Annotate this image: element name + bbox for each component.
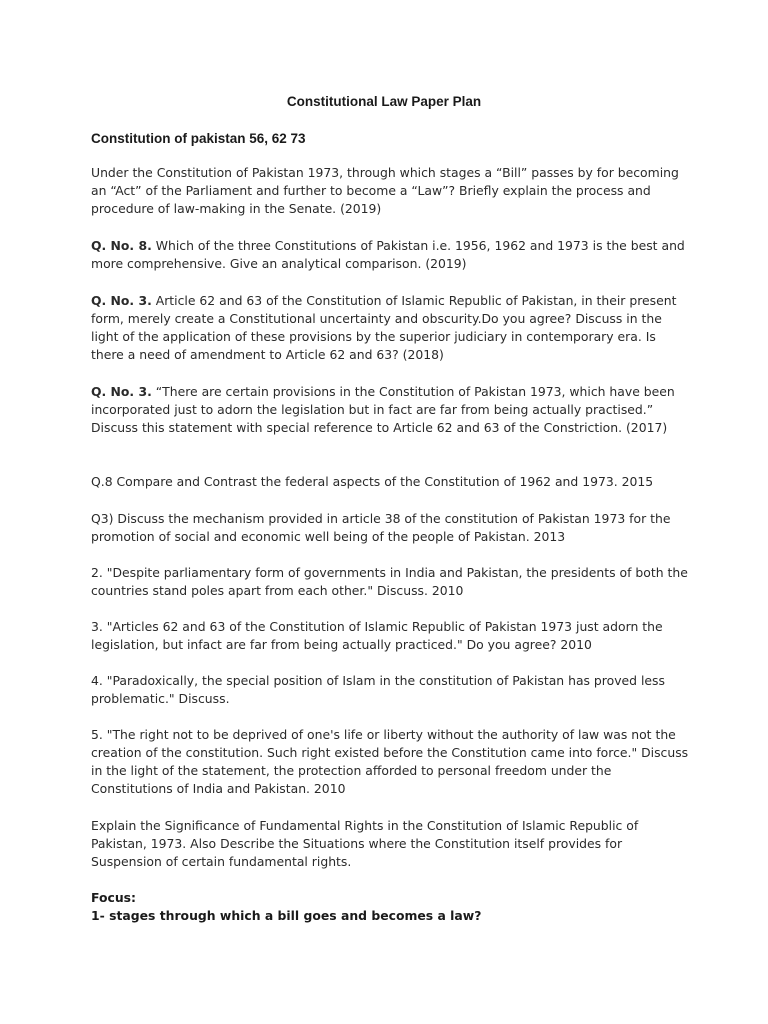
question-paragraph xyxy=(91,672,691,708)
question-text: 4. "Paradoxically, the special position of Islam in the constitution of Pakistan has proved less problematic." Discuss. xyxy=(91,673,665,706)
question-paragraph xyxy=(91,510,691,546)
document-title: Constitutional Law Paper Plan xyxy=(286,94,482,109)
question-paragraph xyxy=(91,618,691,654)
question-label: Q. No. 3. xyxy=(91,293,152,308)
question-label: Q. No. 8. xyxy=(91,238,152,253)
question-text: 2. "Despite parliamentary form of governments in India and Pakistan, the presidents of both the countries stand poles apart from each other." Discuss. 2010 xyxy=(91,565,688,598)
question-text: Article 62 and 63 of the Constitution of Islamic Republic of Pakistan, in their present form, merely create a Constitutional uncertainty and obscurity.Do you agree? Discuss in the light of the application of these provisions by the superior judiciary in contemporary era. Is there a need of amendment to Article 62 and 63? (2018) xyxy=(91,293,677,362)
question-text: 5. "The right not to be deprived of one's life or liberty without the authority of law was not the creation of the constitution. Such right existed before the Constitution came into force." Discuss in the light of the statement, the protection afforded to personal freedom under the Constitutions of India and Pakistan. 2010 xyxy=(91,727,689,796)
question-paragraph xyxy=(91,564,691,600)
question-paragraph xyxy=(91,292,691,364)
question-text: Q.8 Compare and Contrast the federal aspects of the Constitution of 1962 and 1973. 2015 xyxy=(91,474,654,489)
section-subheading: Constitution of pakistan 56, 62 73 xyxy=(91,131,306,146)
question-paragraph xyxy=(91,383,691,437)
question-text: Q3) Discuss the mechanism provided in article 38 of the constitution of Pakistan 1973 for the promotion of social and economic well being of the people of Pakistan. 2013 xyxy=(91,511,671,544)
question-text: Under the Constitution of Pakistan 1973, through which stages a “Bill” passes by for becoming an “Act” of the Parliament and further to become a “Law”? Briefly explain the process and procedure of law-making in the Senate. (2019) xyxy=(91,165,679,216)
question-text: Which of the three Constitutions of Pakistan i.e. 1956, 1962 and 1973 is the best and more comprehensive. Give an analytical comparison. (2019) xyxy=(91,238,685,271)
question-paragraph xyxy=(91,726,691,798)
question-text: Explain the Significance of Fundamental Rights in the Constitution of Islamic Republic of Pakistan, 1973. Also Describe the Situations where the Constitution itself provides for Suspension of certain fundamental rights. xyxy=(91,818,639,869)
question-text: “There are certain provisions in the Constitution of Pakistan 1973, which have been incorporated just to adorn the legislation but in fact are far from being actually practised.” Discuss this statement with special reference to Article 62 and 63 of the Constriction. (2017) xyxy=(91,384,675,435)
question-paragraph xyxy=(91,473,691,491)
focus-heading: Focus: xyxy=(91,890,136,905)
question-label: Q. No. 3. xyxy=(91,384,152,399)
question-paragraph xyxy=(91,164,691,218)
question-paragraph xyxy=(91,817,691,871)
focus-item: 1- stages through which a bill goes and becomes a law? xyxy=(91,908,482,923)
question-paragraph xyxy=(91,237,691,273)
question-text: 3. "Articles 62 and 63 of the Constitution of Islamic Republic of Pakistan 1973 just adorn the legislation, but infact are far from being actually practiced." Do you agree? 2010 xyxy=(91,619,663,652)
